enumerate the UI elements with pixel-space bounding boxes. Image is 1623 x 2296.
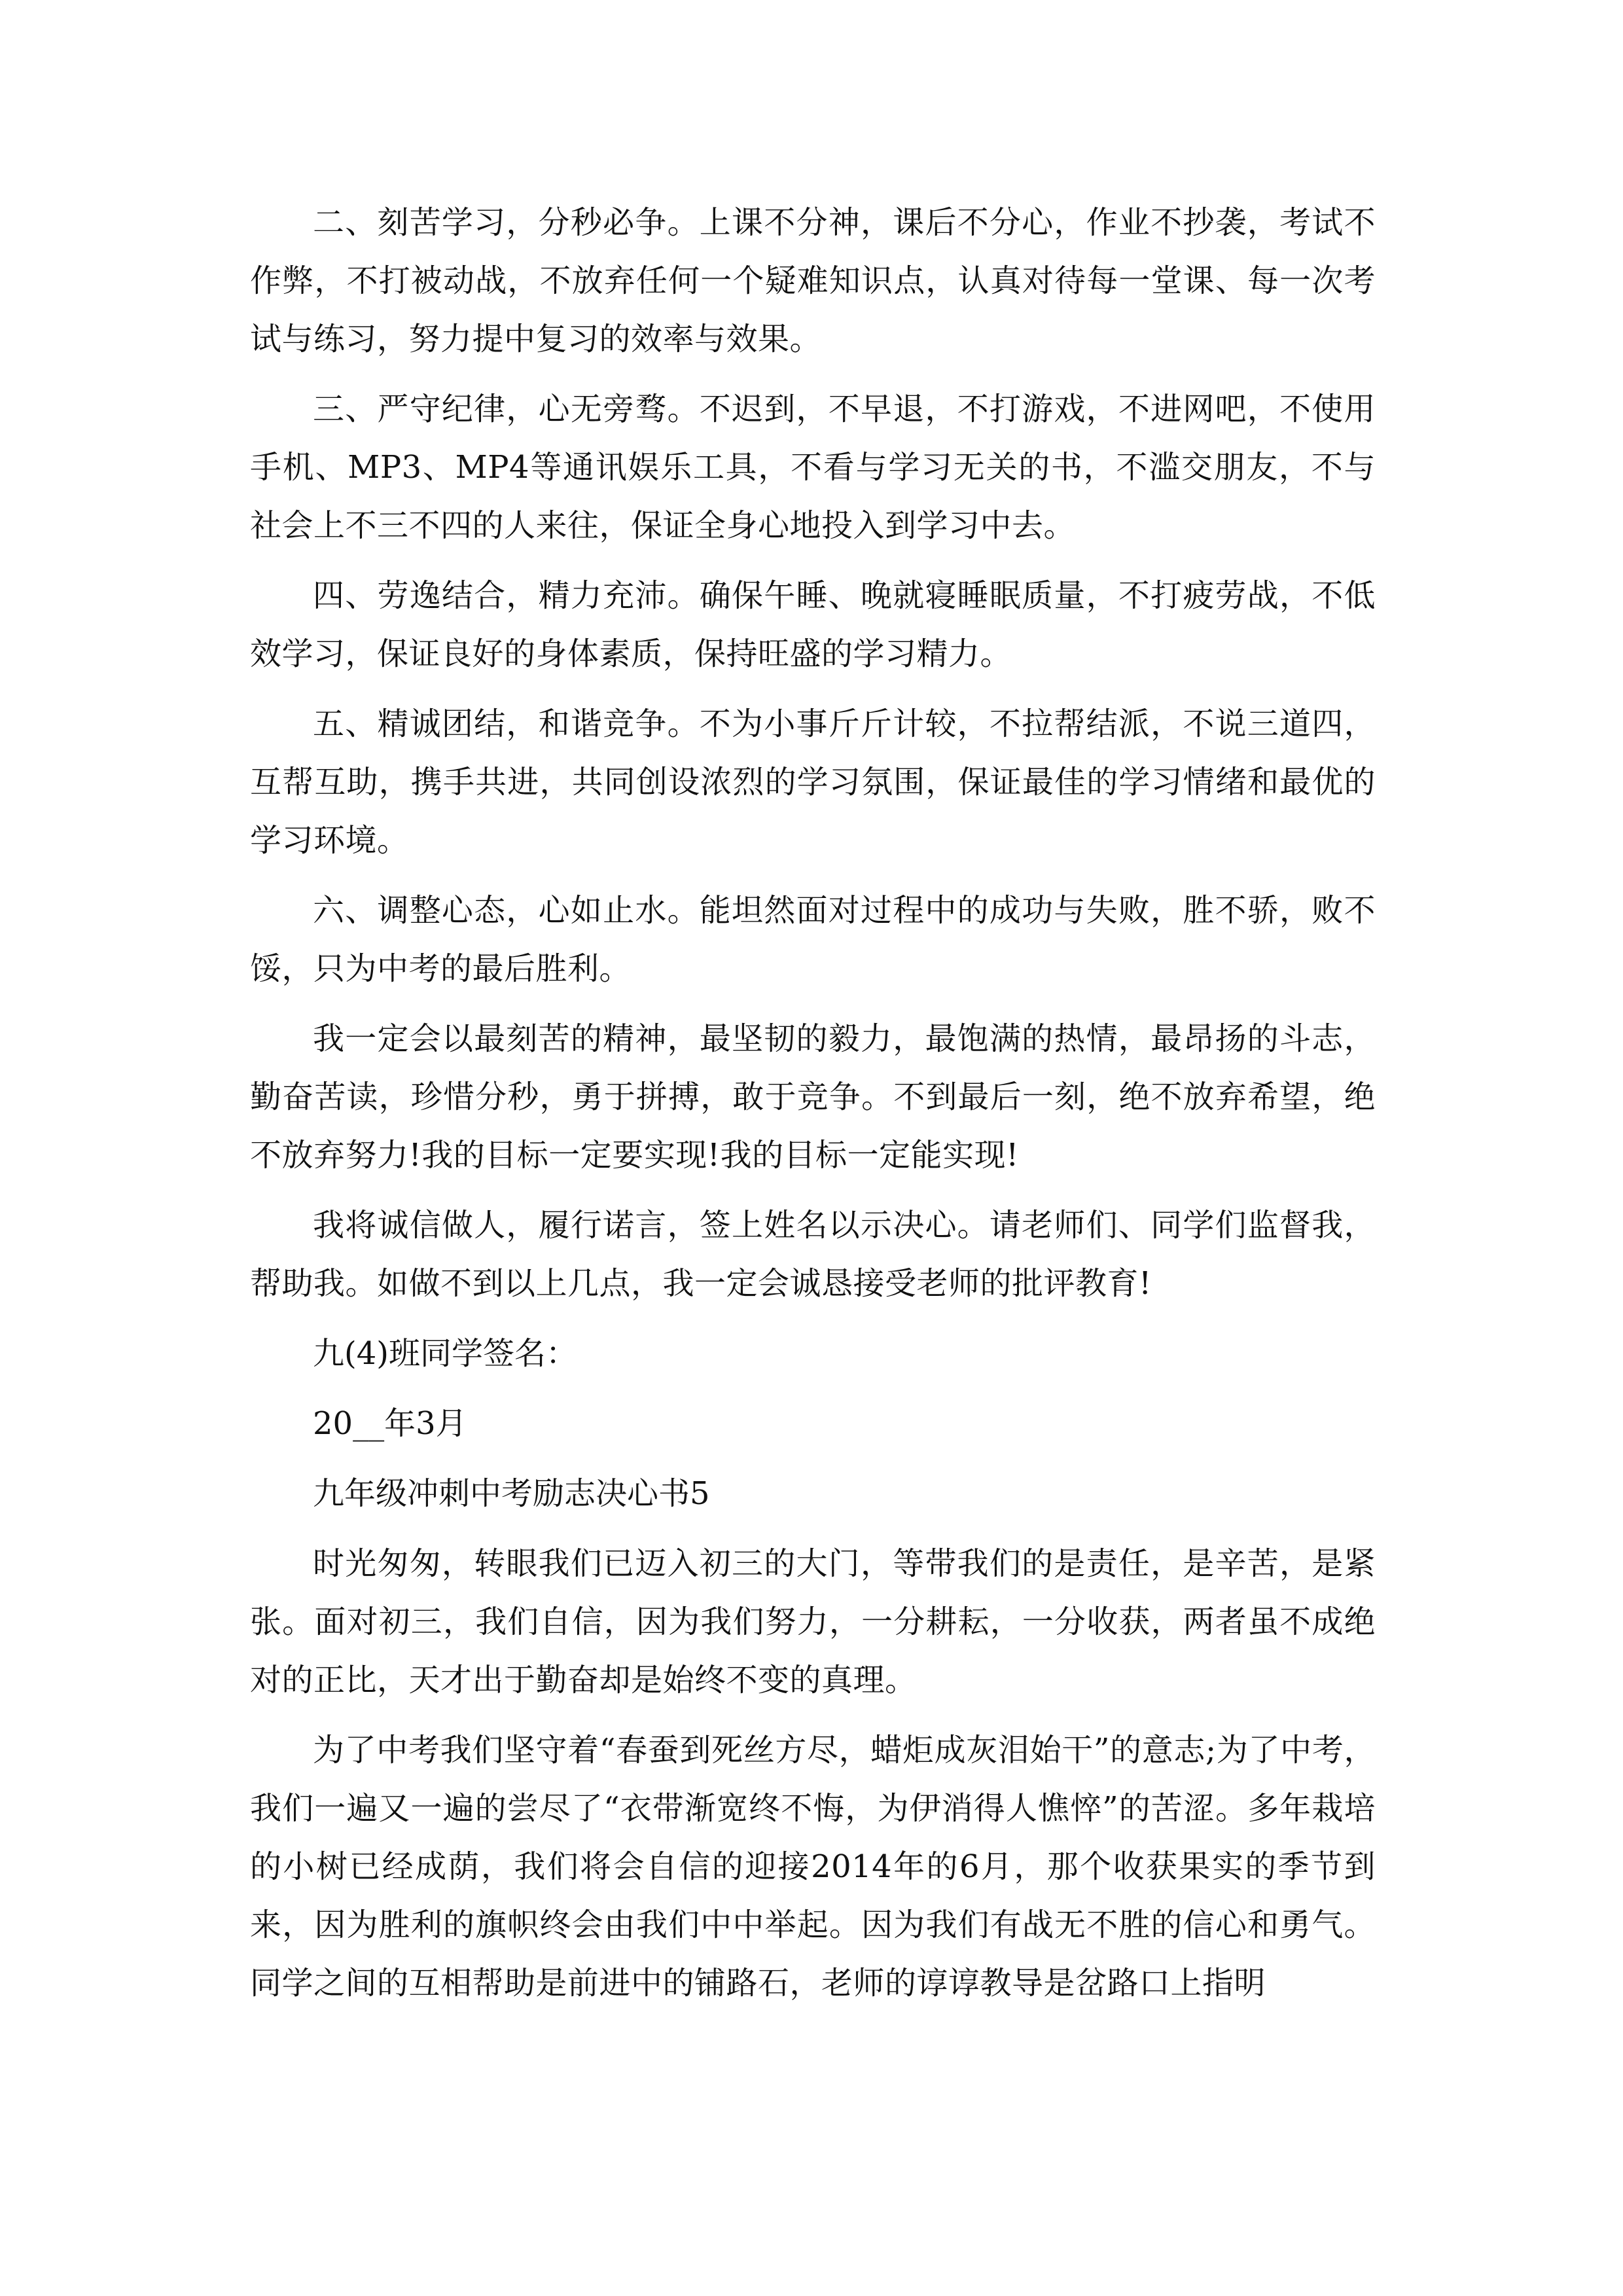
paragraph-6: 六、调整心态，心如止水。能坦然面对过程中的成功与失败，胜不骄，败不馁，只为中考的最后胜利。 bbox=[250, 892, 1376, 987]
section-paragraph: 时光匆匆，转眼我们已迈入初三的大门，等带我们的是责任，是辛苦，是紧张。面对初三，我们自信，因为我们努力，一分耕耘，一分收获，两者虽不成绝对的正比，天才出于勤奋却是始终不变的真理。 bbox=[250, 1545, 1376, 1698]
paragraph-3: 三、严守纪律，心无旁骛。不迟到，不早退，不打游戏，不进网吧，不使用手机、MP3、MP4等通讯娱乐工具，不看与学习无关的书，不滥交朋友，不与社会上不三不四的人来往，保证全身心地投入到学习中去。 bbox=[250, 391, 1376, 544]
document-body bbox=[250, 194, 1376, 2024]
section-title: 九年级冲刺中考励志决心书5 bbox=[313, 1475, 710, 1512]
date-line: 20__年3月 bbox=[313, 1405, 467, 1442]
paragraph-5: 五、精诚团结，和谐竞争。不为小事斤斤计较，不拉帮结派，不说三道四，互帮互助，携手共进，共同创设浓烈的学习氛围，保证最佳的学习情绪和最优的学习环境。 bbox=[250, 706, 1376, 859]
promise-paragraph: 我将诚信做人，履行诺言，签上姓名以示决心。请老师们、同学们监督我，帮助我。如做不到以上几点，我一定会诚恳接受老师的批评教育! bbox=[250, 1207, 1376, 1302]
section-paragraph: 为了中考我们坚守着“春蚕到死丝方尽，蜡炬成灰泪始干”的意志;为了中考，我们一遍又一遍的尝尽了“衣带渐宽终不悔，为伊消得人憔悴”的苦涩。多年栽培的小树已经成荫，我们将会自信的迎接2014年的6月，那个收获果实的季节到来，因为胜利的旗帜终会由我们中中举起。因为我们有战无不胜的信心和勇气。同学之间的互相帮助是前进中的铺路石，老师的谆谆教导是岔路口上指明 bbox=[250, 1732, 1376, 2001]
paragraph-4: 四、劳逸结合，精力充沛。确保午睡、晚就寝睡眠质量，不打疲劳战，不低效学习，保证良好的身体素质，保持旺盛的学习精力。 bbox=[250, 577, 1376, 672]
paragraph-2: 二、刻苦学习，分秒必争。上课不分神，课后不分心，作业不抄袭，考试不作弊，不打被动战，不放弃任何一个疑难知识点，认真对待每一堂课、每一次考试与练习，努力提中复习的效率与效果。 bbox=[250, 204, 1376, 357]
pledge-paragraph: 我一定会以最刻苦的精神，最坚韧的毅力，最饱满的热情，最昂扬的斗志，勤奋苦读，珍惜分秒，勇于拼搏，敢于竞争。不到最后一刻，绝不放弃希望，绝不放弃努力!我的目标一定要实现!我的目标一定能实现! bbox=[250, 1020, 1376, 1174]
signature-line: 九(4)班同学签名： bbox=[313, 1335, 577, 1372]
